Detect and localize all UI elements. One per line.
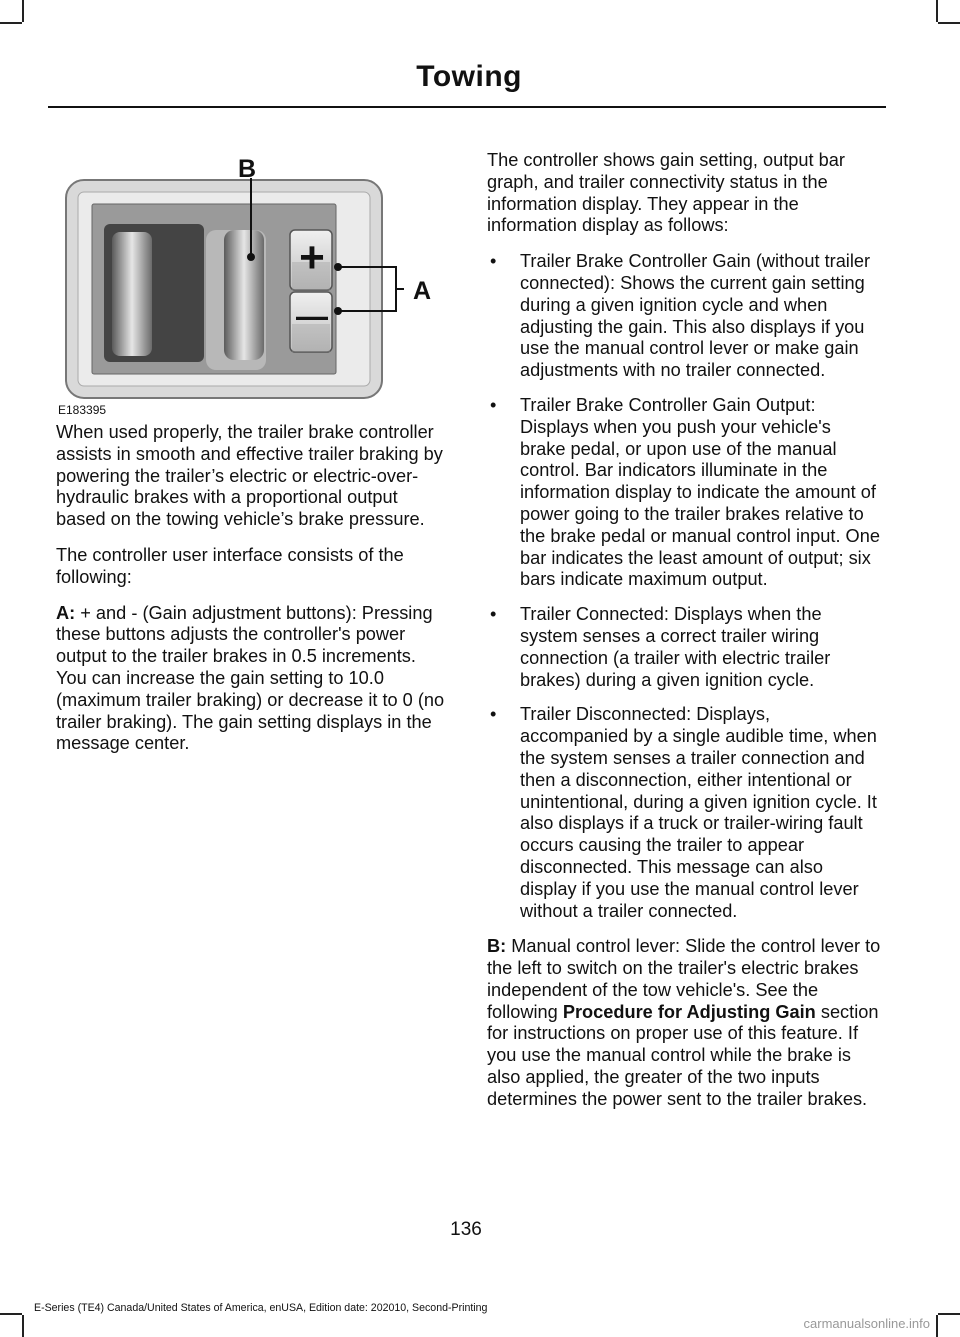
page-number: 136 — [450, 1219, 482, 1240]
label-b-text: Manual control lever: Slide the control lever to the left to switch on the trailer's electric brakes independent of the tow vehicle's. See the following — [487, 936, 881, 1022]
trailer-brake-controller-figure — [56, 150, 448, 422]
minus-button-symbol: — — [296, 298, 328, 334]
crop-mark — [22, 0, 24, 22]
plus-button-symbol: + — [299, 233, 325, 282]
crop-mark — [938, 22, 960, 24]
callout-a-label: A — [413, 277, 432, 305]
crop-mark — [936, 0, 938, 22]
label-b-text-continued: section for instructions on proper use of this feature. If you use the manual control while the brake is also applied, the greater of the two inputs determines the power sent to the trailer brakes. — [487, 1001, 879, 1109]
procedure-link[interactable]: Procedure for Adjusting Gain — [562, 1001, 816, 1022]
page-title: Towing — [416, 60, 522, 93]
list-item-text: Trailer Brake Controller Gain Output: Displays when you push your vehicle's brake pedal, or upon use of the manual control. Bar indicators illuminate in the information display to indicate the amount of power going to the trailer brakes relative to the brake pedal or manual control input. One bar indicates the least amount of output; six bars indicate maximum output. — [520, 394, 880, 590]
paragraph: The controller user interface consists of the following: — [56, 544, 404, 587]
controller-illustration — [56, 150, 448, 400]
list-item-text: Trailer Brake Controller Gain (without trailer connected): Shows the current gain setting during a given ignition cycle and when adjusting the gain. This also displays if you use the manual control lever or make gain adjustments with no trailer connected. — [520, 251, 871, 381]
header-divider — [48, 106, 886, 108]
crop-mark — [0, 1313, 22, 1315]
figure-id: E183395 — [58, 403, 107, 417]
list-item-text: Trailer Connected: Displays when the system senses a correct trailer wiring connection (a trailer with electric trailer brakes) during a given ignition cycle. — [520, 604, 831, 690]
right-column — [487, 150, 881, 1125]
list-item — [487, 395, 881, 591]
paragraph-b-description — [487, 936, 881, 1110]
display-messages-list — [487, 251, 881, 922]
left-column — [56, 150, 448, 769]
crop-mark — [938, 1313, 960, 1315]
paragraph-a-description — [56, 603, 448, 756]
crop-mark — [0, 22, 22, 24]
label-a: A: — [56, 602, 76, 623]
callout-b-label: B — [238, 155, 257, 183]
footer-edition: E-Series (TE4) Canada/United States of America, enUSA, Edition date: 202010, Second-Printing — [34, 1302, 488, 1314]
paragraph: The controller shows gain setting, output bar graph, and trailer connectivity status in the information display. They appear in the information display as follows: — [487, 150, 845, 236]
label-a-text: + and - (Gain adjustment buttons): Pressing these buttons adjusts the controller's power output to the trailer brakes in 0.5 increments. You can increase the gain setting to 10.0 (maximum trailer braking) or decrease it to 0 (no trailer braking). The gain setting displays in the message center. — [56, 602, 445, 754]
list-item-text: Trailer Disconnected: Displays, accompanied by a single audible time, when the system senses a trailer connection and then a disconnection, either intentional or unintentional, during a given ignition cycle. It also displays if a truck or trailer-wiring fault occurs causing the trailer to appear disconnected. This message can also display if you use the manual control lever without a trailer connected. — [520, 704, 877, 921]
list-item — [487, 604, 881, 691]
label-b: B: — [487, 936, 507, 957]
bullet: • — [490, 251, 497, 272]
list-item — [487, 251, 881, 382]
crop-mark — [22, 1315, 24, 1337]
bullet: • — [490, 704, 497, 725]
bullet: • — [490, 394, 497, 415]
list-item — [487, 704, 881, 922]
crop-mark — [936, 1315, 938, 1337]
paragraph: When used properly, the trailer brake controller assists in smooth and effective trailer braking by powering the trailer’s electric or electric-over-hydraulic brakes with a proportional output based on the towing vehicle’s brake pressure. — [56, 422, 443, 530]
bullet: • — [490, 604, 497, 625]
watermark: carmanualsonline.info — [803, 1316, 930, 1331]
